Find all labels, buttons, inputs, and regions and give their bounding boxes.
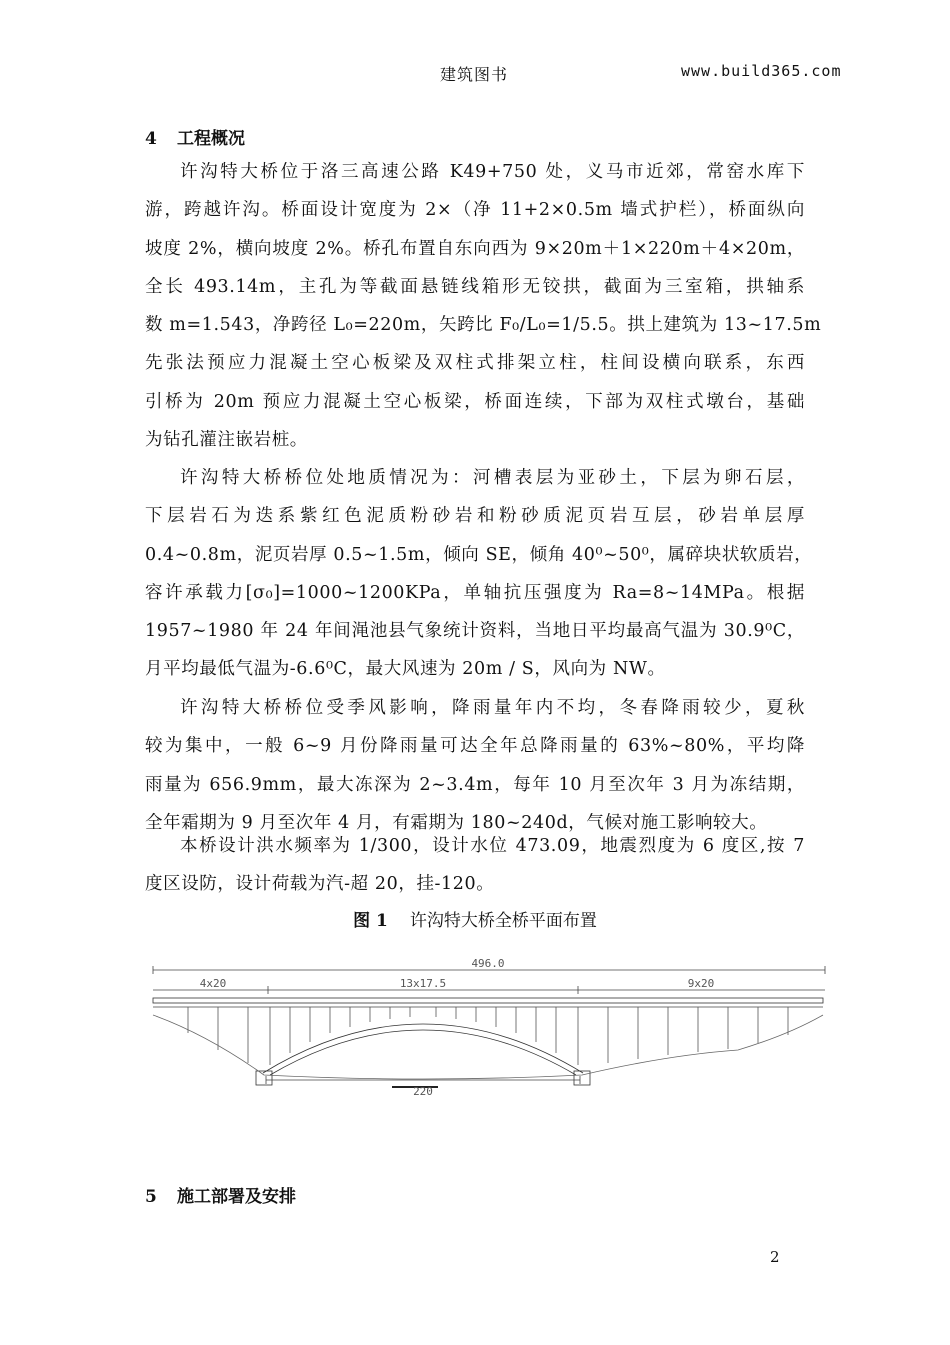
text-line: 1957~1980 年 24 年间渑池县气象统计资料，当地日平均最高气温为 30.9⁰C， [145, 621, 805, 642]
paragraph-geology [145, 459, 813, 689]
dimension-middle-label: 13x17.5 [399, 977, 447, 990]
text-line: 度区设防，设计荷载为汽-超 20，挂-120。 [145, 874, 495, 895]
text-line: 引桥为 20m 预应力混凝土空心板梁，桥面连续，下部为双柱式墩台，基础 [145, 391, 805, 412]
text-line: 下层岩石为迭系紫红色泥质粉砂岩和粉砂质泥页岩互层，砂岩单层厚 [145, 506, 805, 527]
text-line: 数 m=1.543，净跨径 L₀=220m，矢跨比 F₀/L₀=1/5.5。拱上建筑为 13~17.5m [145, 315, 822, 336]
paragraph-design-criteria [145, 827, 805, 904]
text-line: 为钻孔灌注嵌岩桩。 [145, 430, 308, 451]
header-title: 建筑图书 [440, 65, 509, 84]
text-line: 本桥设计洪水频率为 1/300，设计水位 473.09，地震烈度为 6 度区,按 7 [180, 836, 805, 856]
text-line: 许沟特大桥位于洛三高速公路 K49+750 处，义马市近郊，常窑水库下 [180, 162, 805, 182]
section-4-heading [145, 124, 245, 149]
section-5-number: 5 [145, 1187, 157, 1207]
header-url[interactable]: www.build365.com [681, 62, 842, 80]
columns [188, 1007, 788, 1065]
paragraph-climate [145, 689, 805, 842]
paragraph-bridge-overview [145, 153, 822, 459]
text-line: 先张法预应力混凝土空心板梁及双柱式排架立柱，柱间设横向联系，东西 [145, 353, 805, 374]
section-5-title: 施工部署及安排 [177, 1187, 296, 1207]
text-line: 游，跨越许沟。桥面设计宽度为 2×（净 11+2×0.5m 墙式护栏），桥面纵向 [145, 200, 805, 221]
text-line: 容许承载力[σ₀]=1000~1200KPa，单轴抗压强度为 Ra=8~14MPa。根据 [145, 582, 805, 603]
text-line: 坡度 2%，横向坡度 2%。桥孔布置自东向西为 9×20m＋1×220m＋4×20m， [145, 238, 805, 259]
dimension-left-label: 4x20 [199, 977, 227, 990]
text-line: 全年霜期为 9 月至次年 4 月，有霜期为 180~240d，气候对施工影响较大。 [145, 812, 768, 833]
text-line: 许沟特大桥桥位处地质情况为：河槽表层为亚砂土，下层为卵石层， [180, 468, 805, 488]
arch [263, 1024, 583, 1075]
text-line: 许沟特大桥桥位受季风影响，降雨量年内不均，冬春降雨较少，夏秋 [180, 698, 805, 718]
text-line: 月平均最低气温为-6.6⁰C，最大风速为 20m / S，风向为 NW。 [145, 659, 666, 680]
figure-1-title: 许沟特大桥全桥平面布置 [409, 911, 597, 931]
text-line: 0.4~0.8m，泥页岩厚 0.5~1.5m，倾向 SE，倾角 40⁰~50⁰，属碎块状软质岩， [145, 544, 813, 565]
section-4-title: 工程概况 [177, 129, 245, 149]
section-4-number: 4 [145, 129, 157, 149]
figure-1-label: 图 1 [353, 911, 388, 931]
text-line: 全长 493.14m，主孔为等截面悬链线箱形无铰拱，截面为三室箱，拱轴系 [145, 276, 805, 297]
dimension-right-label: 9x20 [687, 977, 715, 990]
dimension-span-label: 220 [413, 1085, 433, 1098]
deck [153, 998, 823, 1007]
span-dimension [148, 1070, 828, 1100]
text-line: 较为集中，一般 6~9 月份降雨量可达全年总降雨量的 63%~80%，平均降 [145, 736, 805, 757]
section-5-heading [145, 1182, 296, 1207]
text-line: 雨量为 656.9mm，最大冻深为 2~3.4m，每年 10 月至次年 3 月为冻结期， [145, 774, 805, 795]
page-number: 2 [770, 1248, 780, 1266]
dimension-line-spans [153, 986, 825, 994]
figure-1-caption [0, 906, 950, 931]
dimension-total-label: 496.0 [471, 957, 505, 970]
